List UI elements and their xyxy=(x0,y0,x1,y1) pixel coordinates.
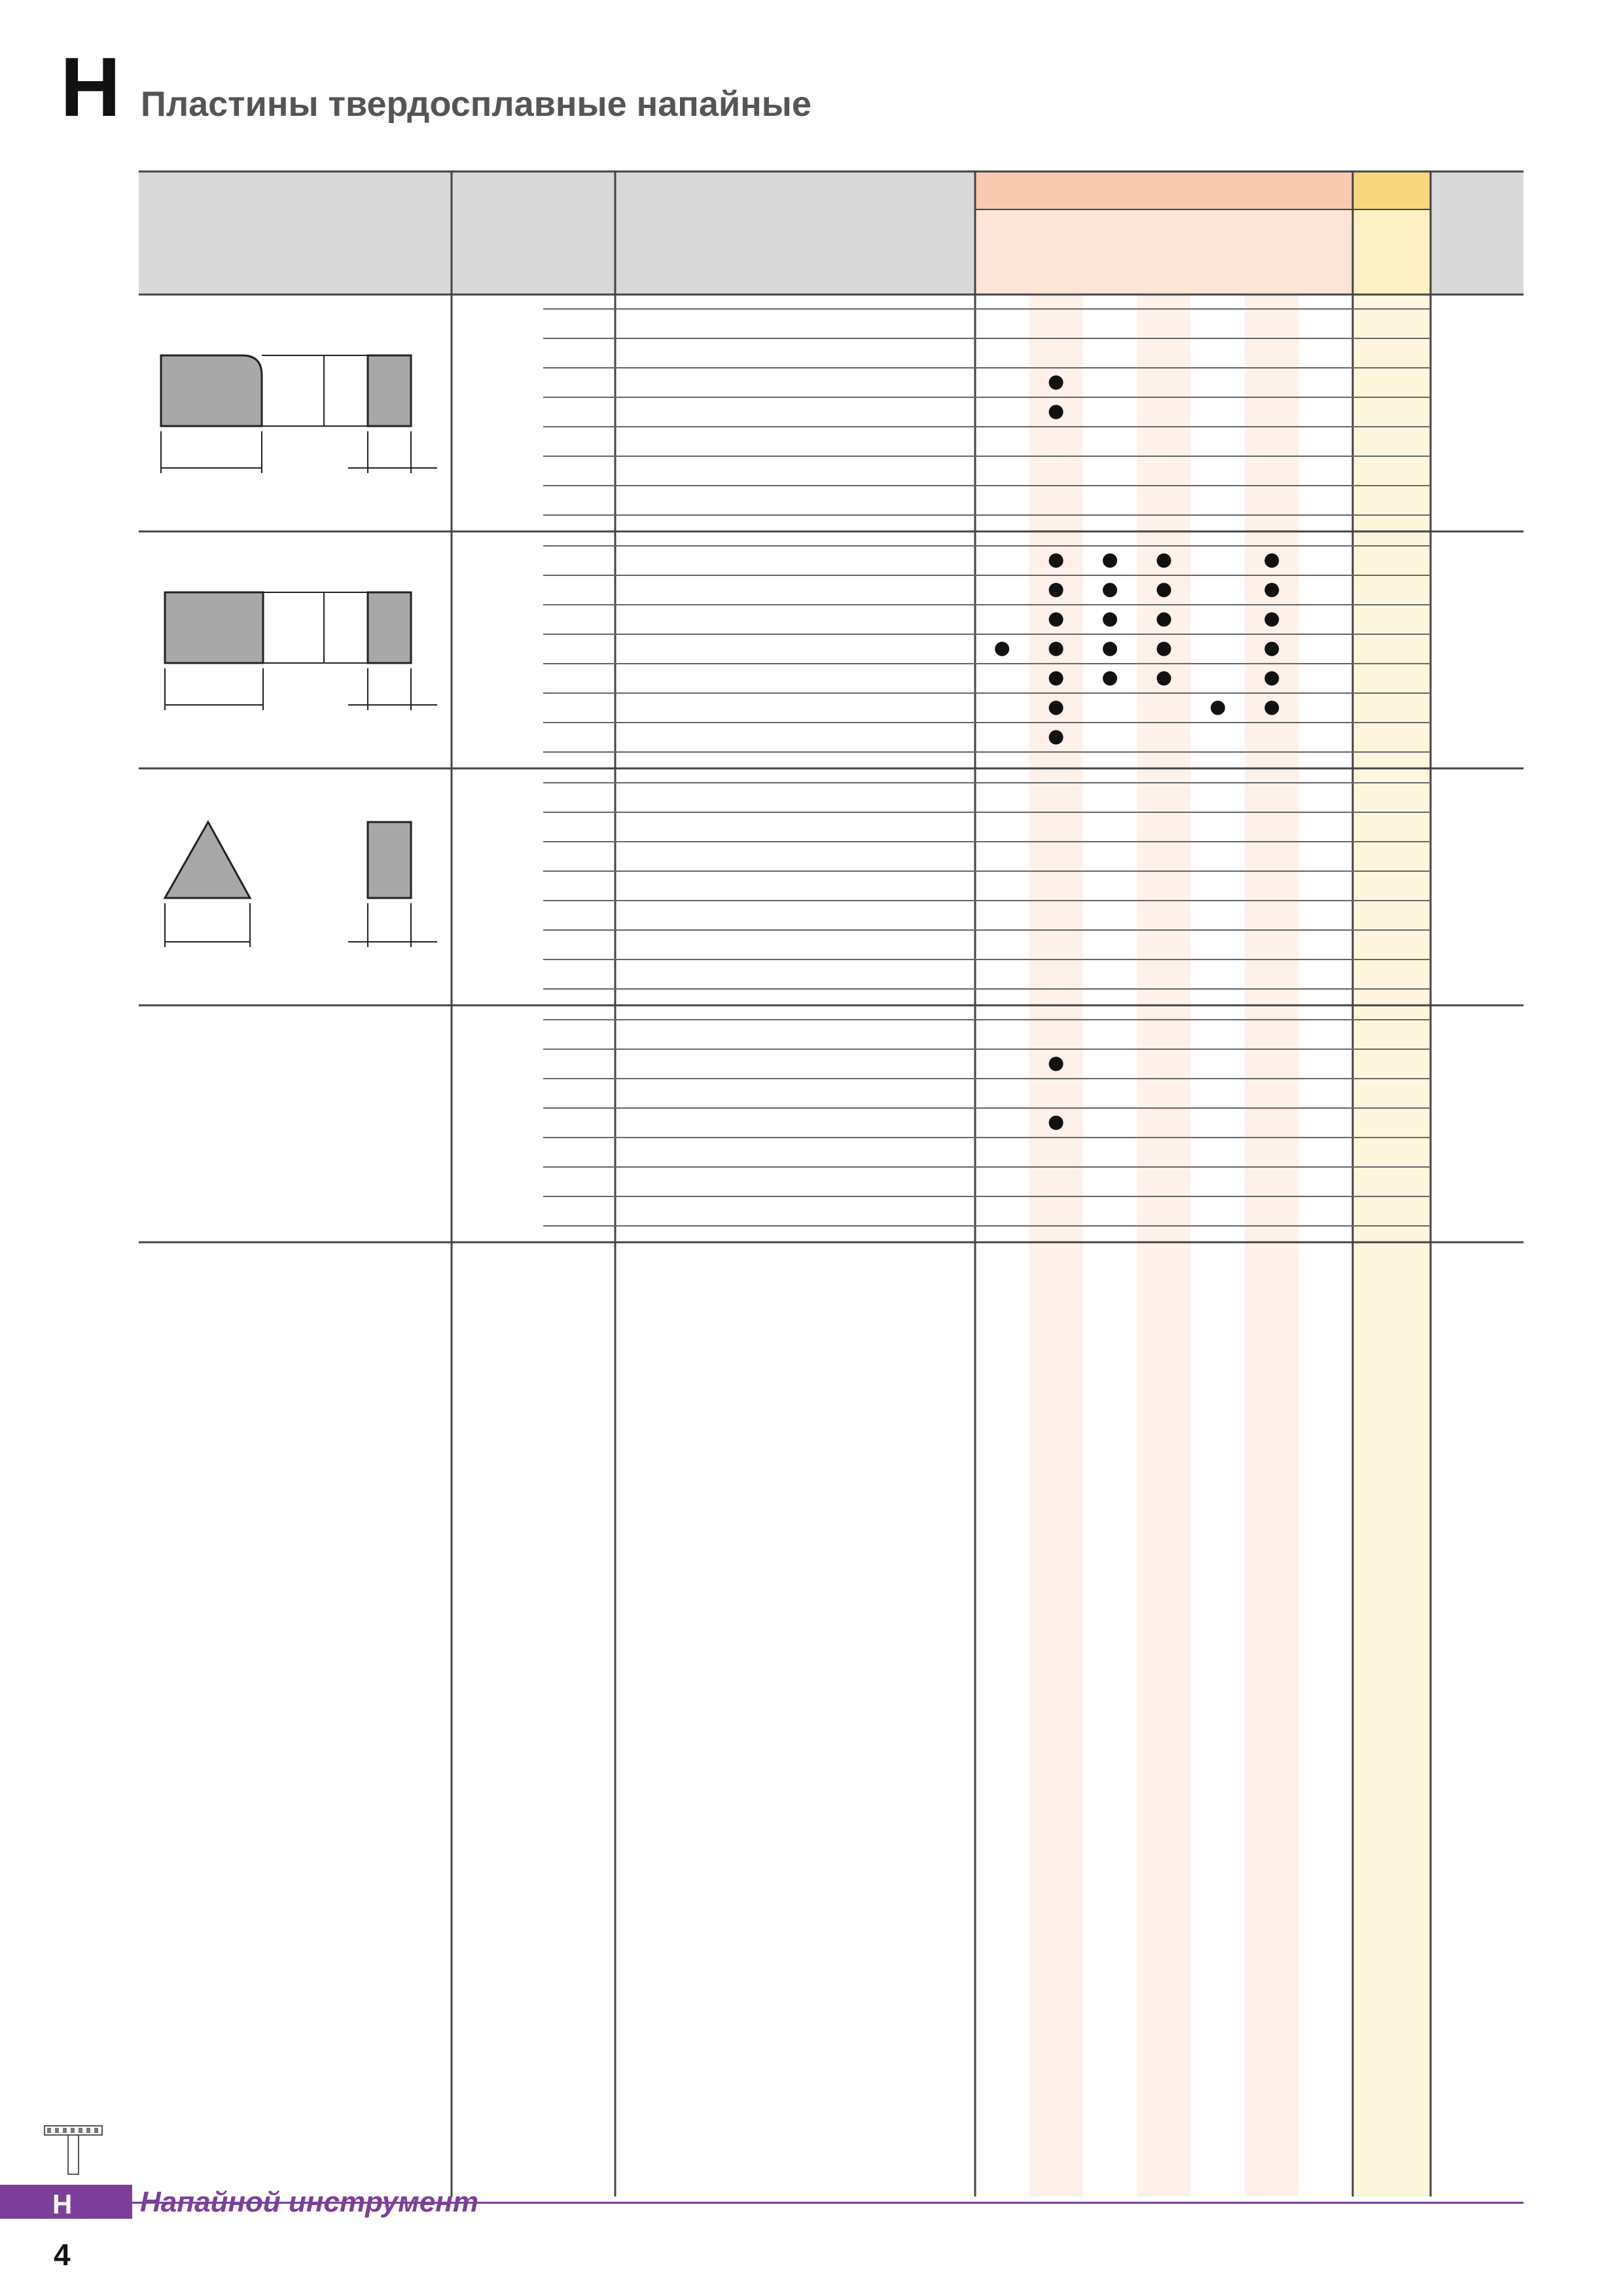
insert-shape xyxy=(165,822,250,898)
insert-side-view xyxy=(368,592,411,663)
availability-dot xyxy=(1157,613,1171,627)
footer-letter: H xyxy=(52,2189,73,2219)
hard-group-bg xyxy=(975,171,1353,209)
tip-header-bg xyxy=(1431,171,1524,295)
insert-side-view xyxy=(368,822,411,898)
insert-shape xyxy=(165,592,263,663)
grade-column-shade xyxy=(1137,295,1190,2197)
page-number: 4 xyxy=(54,2238,71,2272)
availability-dot xyxy=(1049,672,1063,686)
availability-dot xyxy=(1049,583,1063,598)
availability-dot xyxy=(1103,554,1117,568)
availability-dot xyxy=(1264,672,1279,686)
availability-dot xyxy=(1264,583,1279,598)
availability-dot xyxy=(1264,554,1279,568)
availability-dot xyxy=(1103,672,1117,686)
availability-dot xyxy=(1157,554,1171,568)
availability-dot xyxy=(1211,701,1225,715)
availability-dot xyxy=(1049,730,1063,745)
availability-dot xyxy=(1264,642,1279,656)
availability-dot xyxy=(1049,405,1063,420)
grade-column-shade xyxy=(1029,295,1082,2197)
availability-dot xyxy=(1049,642,1063,656)
availability-dot xyxy=(1103,613,1117,627)
header-bg xyxy=(139,171,975,295)
section-letter: H xyxy=(60,41,121,134)
availability-dot xyxy=(995,642,1009,656)
availability-dot xyxy=(1049,1057,1063,1071)
page-title: Пластины твердосплавные напайные xyxy=(141,84,812,124)
availability-dot xyxy=(1264,613,1279,627)
grade-column-shade xyxy=(1245,295,1298,2197)
availability-dot xyxy=(1157,672,1171,686)
availability-dot xyxy=(1049,376,1063,390)
cermet-group-bg xyxy=(1353,171,1431,209)
tool-icon xyxy=(38,2121,110,2179)
availability-dot xyxy=(1157,583,1171,598)
insert-shape xyxy=(161,355,262,426)
footer-text: Напайной инструмент xyxy=(140,2186,478,2218)
cermet-column-shade xyxy=(1353,295,1431,2197)
availability-dot xyxy=(1264,701,1279,715)
availability-dot xyxy=(1049,554,1063,568)
availability-dot xyxy=(1049,701,1063,715)
availability-dot xyxy=(1049,1116,1063,1130)
insert-side-view xyxy=(368,355,411,426)
availability-dot xyxy=(1103,642,1117,656)
availability-dot xyxy=(1157,642,1171,656)
availability-dot xyxy=(1049,613,1063,627)
availability-dot xyxy=(1103,583,1117,598)
